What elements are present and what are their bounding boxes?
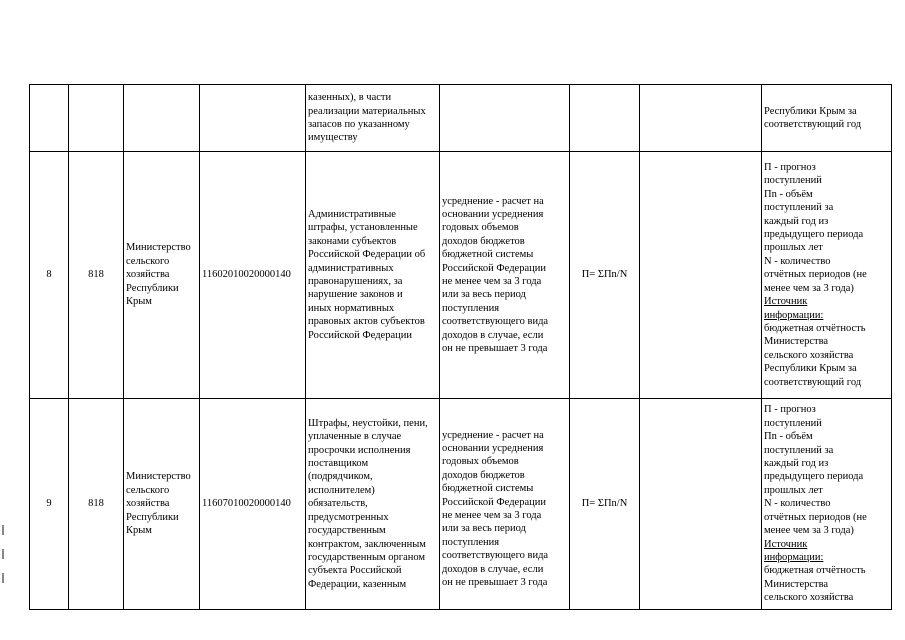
text-line: имуществу: [308, 132, 358, 144]
text-line: государственным: [308, 525, 386, 537]
text-line: Российской Федерации: [442, 496, 546, 508]
table-row: [30, 85, 892, 152]
text-line: Крым: [126, 296, 152, 308]
text-line: поступления: [442, 302, 500, 314]
text-line: правонарушениях, за: [308, 276, 403, 287]
text-line: сельского хозяйства: [764, 349, 854, 361]
row-number-cell: 8: [30, 152, 69, 399]
text-line: Республики Крым за: [764, 105, 857, 117]
text-line: Штрафы, неустойки, пени,: [308, 417, 428, 429]
text-line: Российской Федерации об: [308, 249, 426, 261]
text-line: годовых объемов: [442, 456, 519, 468]
text-line: соответствующий год: [764, 119, 862, 130]
source-label: информации:: [764, 551, 824, 563]
text-line: административных: [308, 262, 394, 274]
revenue-name-cell: [306, 399, 440, 610]
text-line: N - количество: [764, 498, 831, 510]
text-line: поставщиком: [308, 458, 369, 470]
text-line: запасов по указанному: [308, 119, 410, 130]
formula-cell: П= ΣПn/N: [570, 399, 640, 610]
text-line: Федерации, казенным: [308, 578, 407, 590]
text-line: Министерство: [126, 242, 191, 254]
text-line: Республики Крым за: [764, 363, 857, 375]
text-line: реализации материальных: [308, 105, 426, 117]
empty-cell: [640, 85, 762, 152]
text-line: N - количество: [764, 255, 831, 267]
text-line: поступления: [442, 536, 500, 548]
text-line: хозяйства: [126, 269, 170, 281]
text-line: он не превышает 3 года: [442, 577, 548, 589]
text-line: поступлений: [764, 175, 822, 187]
text-line: сельского: [126, 255, 170, 267]
text-line: сельского: [126, 484, 170, 496]
text-line: штрафы, установленные: [308, 222, 418, 234]
text-line: каждый год из: [764, 458, 829, 470]
text-line: доходов в случае, если: [442, 329, 544, 341]
text-line: П - прогноз: [764, 162, 816, 174]
text-line: бюджетная отчётность: [764, 322, 866, 334]
text-line: Пn - объём: [764, 431, 813, 443]
text-line: каждый год из: [764, 215, 829, 227]
text-line: он не превышает 3 года: [442, 343, 548, 355]
text-line: просрочки исполнения: [308, 444, 411, 456]
text-line: законами субъектов: [308, 235, 397, 247]
source-label: информации:: [764, 309, 824, 321]
text-line: не менее чем за 3 года: [442, 510, 542, 521]
text-line: менее чем за 3 года): [764, 525, 854, 537]
text-line: отчётных периодов (не: [764, 269, 867, 281]
text-line: Республики: [126, 511, 179, 523]
description-cell: [762, 152, 892, 399]
method-cell: [440, 152, 570, 399]
text-line: основании усреднения: [442, 442, 544, 454]
administrator-cell: [124, 152, 200, 399]
text-line: исполнителем): [308, 484, 375, 496]
administrator-cell: [124, 85, 200, 152]
text-line: или за весь период: [442, 523, 526, 535]
empty-cell: [640, 399, 762, 610]
admin-code-cell: 818: [69, 399, 124, 610]
text-line: бюджетная отчётность: [764, 565, 866, 577]
text-line: Пn - объём: [764, 188, 813, 200]
text-line: отчётных периодов (не: [764, 511, 867, 523]
empty-cell: [640, 152, 762, 399]
text-line: нарушение законов и: [308, 289, 403, 301]
text-line: соответствующего вида: [442, 550, 549, 562]
text-line: Российской Федерации: [308, 329, 412, 341]
text-line: годовых объемов: [442, 222, 519, 234]
text-line: иных нормативных: [308, 302, 395, 314]
text-line: основании усреднения: [442, 208, 544, 220]
text-line: обязательств,: [308, 498, 368, 510]
text-line: предыдущего периода: [764, 229, 864, 241]
revenue-forecast-table: [29, 84, 892, 610]
text-line: Министерства: [764, 578, 829, 590]
text-line: субъекта Российской: [308, 565, 402, 577]
row-number-cell: [30, 85, 69, 152]
text-line: доходов в случае, если: [442, 563, 544, 575]
text-line: поступлений за: [764, 202, 834, 214]
source-label: Источник: [764, 296, 808, 308]
text-line: сельского хозяйства: [764, 592, 854, 604]
text-line: поступлений: [764, 417, 822, 429]
method-cell: [440, 85, 570, 152]
text-line: усреднение - расчет на: [442, 195, 544, 207]
administrator-cell: [124, 399, 200, 610]
margin-mark: [2, 573, 4, 583]
text-line: бюджетной системы: [442, 249, 534, 261]
text-line: Министерство: [126, 471, 191, 483]
admin-code-cell: [69, 85, 124, 152]
kbk-code-cell: 11607010020000140: [200, 399, 306, 610]
text-line: доходов бюджетов: [442, 235, 525, 247]
scan-margin-marks: [2, 525, 6, 597]
kbk-code-cell: 11602010020000140: [200, 152, 306, 399]
kbk-code-cell: [200, 85, 306, 152]
text-line: правовых актов субъектов: [308, 316, 425, 328]
text-line: предыдущего периода: [764, 471, 864, 483]
source-label: Источник: [764, 538, 808, 550]
description-cell: [762, 85, 892, 152]
description-cell: [762, 399, 892, 610]
text-line: или за весь период: [442, 289, 526, 301]
formula-cell: П= ΣПn/N: [570, 152, 640, 399]
text-line: менее чем за 3 года): [764, 282, 854, 294]
revenue-name-cell: [306, 152, 440, 399]
text-line: Министерства: [764, 336, 829, 348]
text-line: контрактом, заключенным: [308, 538, 426, 550]
text-line: предусмотренных: [308, 511, 389, 523]
text-line: государственным органом: [308, 551, 426, 563]
text-line: хозяйства: [126, 498, 170, 510]
text-line: П - прогноз: [764, 404, 816, 416]
text-line: уплаченные в случае: [308, 431, 402, 443]
text-line: усреднение - расчет на: [442, 429, 544, 441]
text-line: доходов бюджетов: [442, 469, 525, 481]
text-line: соответствующий год: [764, 376, 862, 388]
revenue-name-cell: [306, 85, 440, 152]
text-line: поступлений за: [764, 444, 834, 456]
method-cell: [440, 399, 570, 610]
text-line: Российской Федерации: [442, 262, 546, 274]
table-row: [30, 399, 892, 610]
text-line: Республики: [126, 282, 179, 294]
text-line: Административные: [308, 208, 396, 220]
formula-cell: [570, 85, 640, 152]
text-line: бюджетной системы: [442, 483, 534, 495]
admin-code-cell: 818: [69, 152, 124, 399]
text-line: прошлых лет: [764, 242, 823, 254]
text-line: казенных), в части: [308, 92, 392, 104]
text-line: (подрядчиком,: [308, 471, 373, 483]
text-line: прошлых лет: [764, 484, 823, 496]
text-line: не менее чем за 3 года: [442, 276, 542, 287]
text-line: соответствующего вида: [442, 316, 549, 328]
table-row: [30, 152, 892, 399]
text-line: Крым: [126, 525, 152, 537]
margin-mark: [2, 525, 4, 535]
row-number-cell: 9: [30, 399, 69, 610]
margin-mark: [2, 549, 4, 559]
